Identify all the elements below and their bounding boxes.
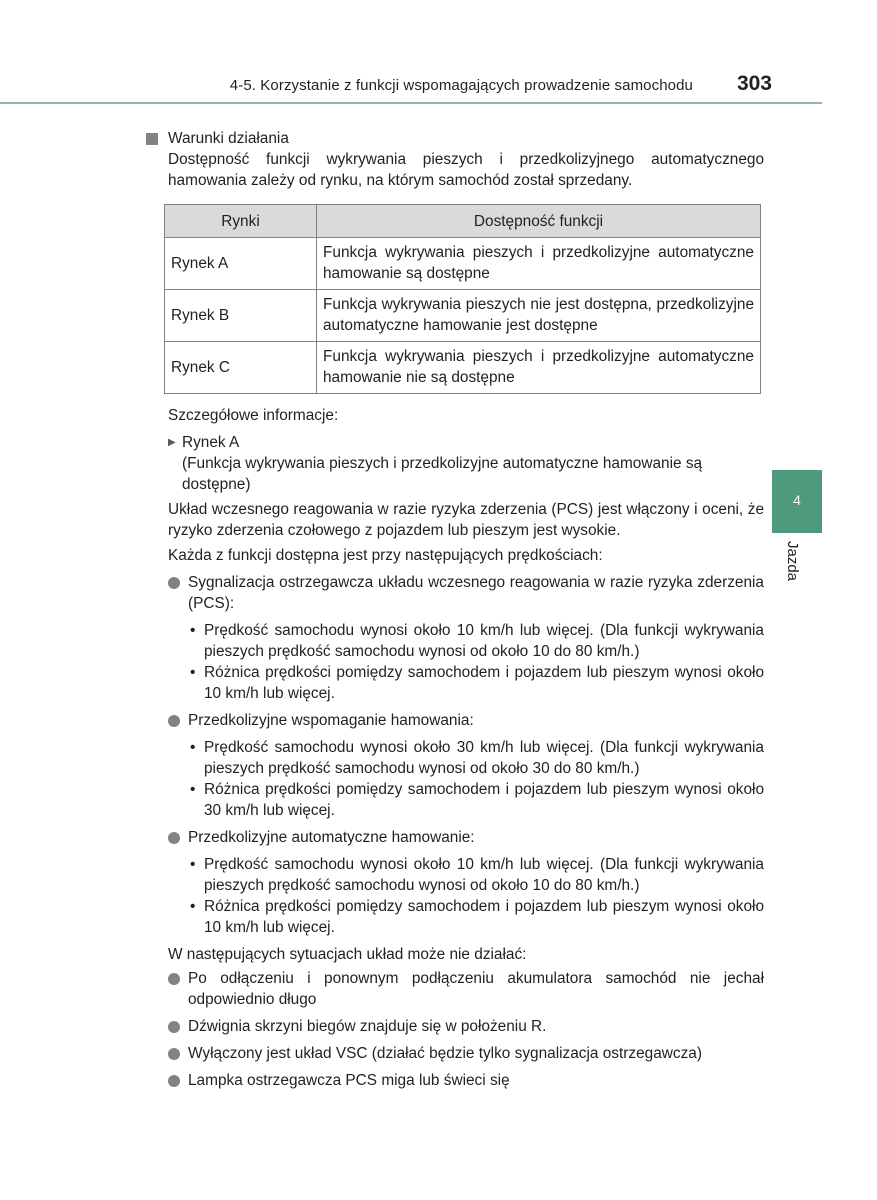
list-item: [168, 1016, 764, 1037]
section-heading-text: Warunki działania: [168, 130, 289, 147]
round-bullet-icon: [168, 1075, 180, 1087]
section-intro: Dostępność funkcji wykrywania pieszych i przedkolizyjnego automatycznego hamowania zależy od rynku, na którym samochód został sprzedany.: [168, 151, 764, 189]
sub-list: [168, 854, 764, 938]
table-cell-availability: Funkcja wykrywania pieszych nie jest dostępna, przedkolizyjne automatyczne hamowanie jest dostępne: [317, 290, 761, 342]
condition-text: Wyłączony jest układ VSC (działać będzie tylko sygnalizacja ostrzegawcza): [188, 1045, 702, 1062]
list-item: [190, 854, 764, 896]
list-item: [168, 572, 764, 614]
bullet-icon: •: [190, 739, 196, 756]
bullet-icon: •: [190, 622, 196, 639]
sub-item-text: Różnica prędkości pomiędzy samochodem i pojazdem lub pieszym wynosi około 10 km/h lub więcej.: [204, 898, 764, 936]
list-item: [190, 896, 764, 938]
not-working-label: W następujących sytuacjach układ może nie działać:: [168, 946, 527, 963]
chapter-tab-label: Jazda: [784, 541, 801, 582]
sub-list: [168, 737, 764, 821]
table-header-row: [165, 205, 761, 238]
header-rule: [0, 102, 822, 104]
page-header: [0, 72, 822, 100]
bullet-icon: •: [190, 781, 196, 798]
triangle-right-icon: ▶: [168, 437, 176, 448]
list-item: [190, 662, 764, 704]
table-cell-market: Rynek A: [165, 238, 317, 290]
list-item: [168, 1043, 764, 1064]
round-bullet-icon: [168, 973, 180, 985]
market-a-item: [168, 432, 764, 495]
round-bullet-icon: [168, 715, 180, 727]
condition-text: Dźwignia skrzyni biegów znajduje się w położeniu R.: [188, 1018, 547, 1035]
market-a-heading: Rynek A: [182, 434, 240, 451]
sub-item-text: Prędkość samochodu wynosi około 10 km/h lub więcej. (Dla funkcji wykrywania pieszych prędkość samochodu wynosi od około 10 do 80 km/h.): [204, 856, 764, 894]
pcs-paragraph: Układ wczesnego reagowania w razie ryzyka zderzenia (PCS) jest włączony i oceni, że ryzyko zderzenia czołowego z pojazdem lub pieszym jest wysokie.: [168, 501, 764, 539]
details-block: [146, 405, 764, 1091]
details-label: Szczegółowe informacje:: [168, 407, 339, 424]
table-row: [165, 290, 761, 342]
section-heading: [146, 128, 764, 149]
table-cell-availability: Funkcja wykrywania pieszych i przedkolizyjne automatyczne hamowanie nie są dostępne: [317, 342, 761, 394]
bullet-icon: •: [190, 898, 196, 915]
round-bullet-icon: [168, 1048, 180, 1060]
function-title: Przedkolizyjne wspomaganie hamowania:: [188, 712, 474, 729]
table-cell-market: Rynek C: [165, 342, 317, 394]
chapter-tab: [772, 470, 822, 533]
list-item: [190, 620, 764, 662]
condition-text: Lampka ostrzegawcza PCS miga lub świeci się: [188, 1072, 510, 1089]
function-title: Sygnalizacja ostrzegawcza układu wczesnego reagowania w razie ryzyka zderzenia (PCS):: [188, 574, 764, 612]
list-item: [168, 968, 764, 1010]
market-a-note: (Funkcja wykrywania pieszych i przedkolizyjne automatyczne hamowanie są dostępne): [182, 455, 703, 493]
list-item: [168, 827, 764, 848]
table-header-availability: Dostępność funkcji: [317, 205, 761, 238]
market-availability-table: [164, 204, 761, 394]
chapter-title: 4-5. Korzystanie z funkcji wspomagających prowadzenie samochodu: [229, 77, 693, 94]
sub-list: [168, 620, 764, 704]
table-header-markets: Rynki: [165, 205, 317, 238]
table-cell-market: Rynek B: [165, 290, 317, 342]
list-item: [168, 710, 764, 731]
speeds-paragraph: Każda z funkcji dostępna jest przy następujących prędkościach:: [168, 547, 603, 564]
chapter-tab-number: 4: [793, 492, 801, 508]
bullet-icon: •: [190, 664, 196, 681]
bullet-icon: •: [190, 856, 196, 873]
list-item: [190, 779, 764, 821]
sub-item-text: Różnica prędkości pomiędzy samochodem i pojazdem lub pieszym wynosi około 30 km/h lub więcej.: [204, 781, 764, 819]
condition-text: Po odłączeniu i ponownym podłączeniu akumulatora samochód nie jechał odpowiednio długo: [188, 970, 764, 1008]
round-bullet-icon: [168, 832, 180, 844]
page-number: 303: [736, 72, 772, 95]
page-content: [146, 124, 764, 1091]
list-item: [190, 737, 764, 779]
sub-item-text: Prędkość samochodu wynosi około 10 km/h lub więcej. (Dla funkcji wykrywania pieszych prędkość samochodu wynosi od około 10 do 80 km/h.): [204, 622, 764, 660]
sub-item-text: Różnica prędkości pomiędzy samochodem i pojazdem lub pieszym wynosi około 10 km/h lub więcej.: [204, 664, 764, 702]
sub-item-text: Prędkość samochodu wynosi około 30 km/h lub więcej. (Dla funkcji wykrywania pieszych prędkość samochodu wynosi od około 30 do 80 km/h.): [204, 739, 764, 777]
table-row: [165, 238, 761, 290]
list-item: [168, 1070, 764, 1091]
square-bullet-icon: [146, 133, 158, 145]
table-cell-availability: Funkcja wykrywania pieszych i przedkolizyjne automatyczne hamowanie są dostępne: [317, 238, 761, 290]
table-row: [165, 342, 761, 394]
function-title: Przedkolizyjne automatyczne hamowanie:: [188, 829, 475, 846]
round-bullet-icon: [168, 1021, 180, 1033]
round-bullet-icon: [168, 577, 180, 589]
